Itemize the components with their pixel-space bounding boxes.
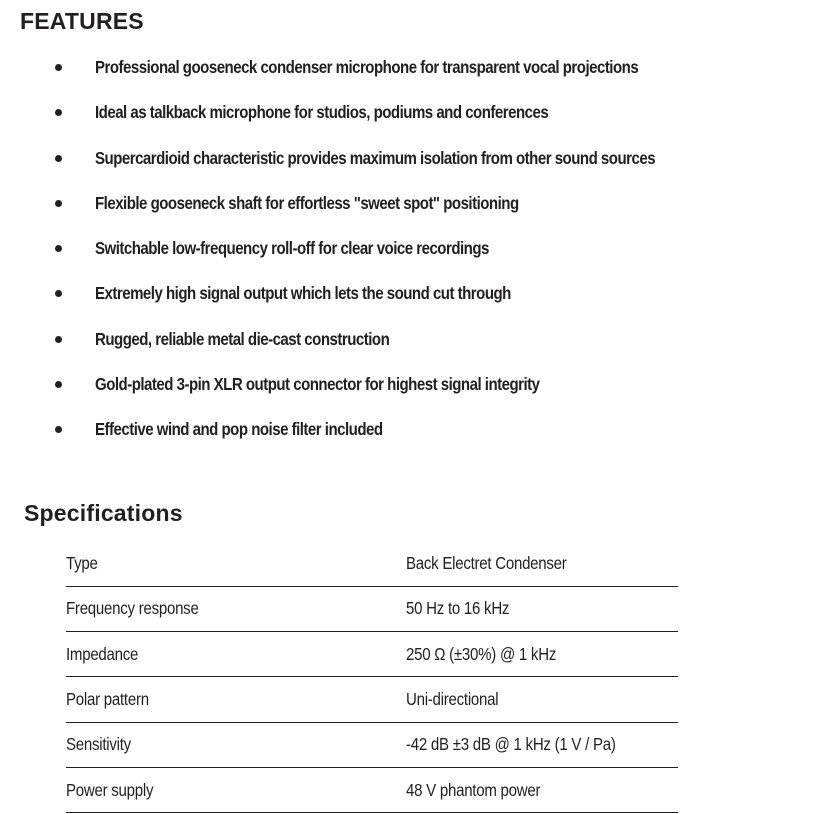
table-row (66, 722, 678, 767)
bullet-icon (55, 381, 62, 388)
specifications-table (66, 541, 678, 813)
features-heading: FEATURES (20, 8, 144, 34)
bullet-icon (55, 245, 62, 252)
list-item (0, 369, 814, 414)
feature-text: Extremely high signal output which lets the sound cut through (95, 283, 511, 304)
table-row (66, 541, 678, 586)
bullet-icon (55, 290, 62, 297)
spec-label: Sensitivity (66, 722, 406, 767)
list-item (0, 324, 814, 369)
spec-value: 50 Hz to 16 kHz (406, 586, 678, 631)
table-row (66, 632, 678, 677)
feature-text: Supercardioid characteristic provides maximum isolation from other sound sources (95, 147, 656, 168)
list-item (0, 143, 814, 188)
feature-list (0, 52, 814, 460)
feature-text: Flexible gooseneck shaft for effortless "sweet spot" positioning (95, 192, 519, 213)
spec-value: 250 Ω (±30%) @ 1 kHz (406, 632, 678, 677)
table-row (66, 586, 678, 631)
spec-label: Type (66, 541, 406, 586)
bullet-icon (55, 64, 62, 71)
list-item (0, 278, 814, 323)
list-item (0, 97, 814, 142)
spec-label: Impedance (66, 632, 406, 677)
spec-label: Power supply (66, 767, 406, 812)
bullet-icon (55, 426, 62, 433)
bullet-icon (55, 336, 62, 343)
list-item (0, 414, 814, 459)
list-item (0, 52, 814, 97)
list-item (0, 188, 814, 233)
bullet-icon (55, 155, 62, 162)
spec-label: Frequency response (66, 586, 406, 631)
bullet-icon (55, 109, 62, 116)
specifications-heading: Specifications (24, 500, 183, 526)
spec-value: 48 V phantom power (406, 767, 678, 812)
list-item (0, 233, 814, 278)
spec-value: -42 dB ±3 dB @ 1 kHz (1 V / Pa) (406, 722, 678, 767)
feature-text: Effective wind and pop noise filter included (95, 419, 383, 440)
spec-value: Uni-directional (406, 677, 678, 722)
feature-text: Gold-plated 3-pin XLR output connector for highest signal integrity (95, 374, 540, 395)
feature-text: Rugged, reliable metal die-cast construction (95, 328, 390, 349)
feature-text: Switchable low-frequency roll-off for clear voice recordings (95, 238, 489, 259)
table-row (66, 767, 678, 812)
spec-label: Polar pattern (66, 677, 406, 722)
feature-text: Professional gooseneck condenser microphone for transparent vocal projections (95, 57, 639, 77)
bullet-icon (55, 200, 62, 207)
table-row (66, 677, 678, 722)
spec-value: Back Electret Condenser (406, 541, 678, 586)
feature-text: Ideal as talkback microphone for studios, podiums and conferences (95, 102, 549, 123)
